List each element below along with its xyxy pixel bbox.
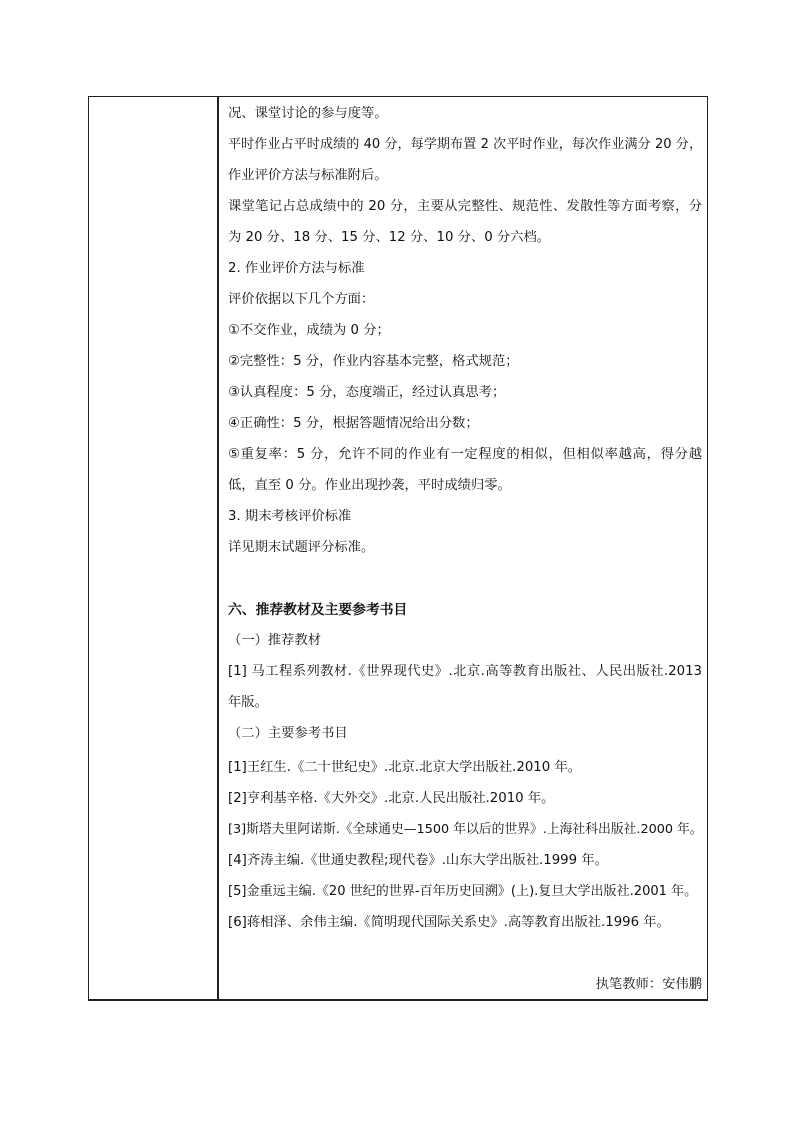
reference-item: [5]金重远主编.《20 世纪的世界-百年历史回溯》(上).复旦大学出版社.2001 年。	[228, 884, 698, 899]
subheading-final-exam: 3. 期末考核评价标准	[228, 509, 352, 524]
text-line: 课堂笔记占总成绩中的 20 分，主要从完整性、规范性、发散性等方面考察，分	[228, 199, 702, 214]
text-line: 况、课堂讨论的参与度等。	[228, 106, 388, 121]
reference-item: [2]亨利基辛格.《大外交》.北京.人民出版社.2010 年。	[228, 791, 555, 806]
text-line: 为 20 分、18 分、15 分、12 分、10 分、0 分六档。	[228, 230, 551, 245]
textbook-entry-cont: 年版。	[228, 695, 268, 710]
subsection-title: （一）推荐教材	[228, 633, 322, 648]
text-line: 评价依据以下几个方面：	[228, 292, 375, 307]
criteria-item: ①不交作业，成绩为 0 分；	[228, 323, 390, 338]
reference-item: [3]斯塔夫里阿诺斯.《全球通史—1500 年以后的世界》.上海社科出版社.2000 年。	[228, 822, 703, 837]
column-divider	[217, 96, 219, 1001]
signature: 执笔教师：安伟鹏	[595, 977, 702, 992]
criteria-item: ④正确性：5 分，根据答题情况给出分数；	[228, 416, 479, 431]
subheading-assignment-criteria: 2. 作业评价方法与标准	[228, 261, 365, 276]
table-bottom-border	[88, 999, 708, 1001]
text-line: 平时作业占平时成绩的 40 分，每学期布置 2 次平时作业，每次作业满分 20 分，	[228, 137, 702, 152]
subsection-title: （二）主要参考书目	[228, 726, 348, 741]
section-heading: 六、推荐教材及主要参考书目	[228, 602, 408, 618]
reference-item: [1]王红生.《二十世纪史》.北京.北京大学出版社.2010 年。	[228, 760, 582, 775]
criteria-item: ②完整性：5 分，作业内容基本完整，格式规范；	[228, 354, 519, 369]
criteria-item: ③认真程度：5 分，态度端正，经过认真思考；	[228, 385, 506, 400]
text-line: 详见期末试题评分标准。	[228, 540, 375, 555]
text-line: 低，直至 0 分。作业出现抄袭，平时成绩归零。	[228, 478, 511, 493]
criteria-item: ⑤重复率：5 分，允许不同的作业有一定程度的相似，但相似率越高，得分越	[228, 447, 702, 462]
reference-item: [4]齐涛主编.《世通史教程;现代卷》.山东大学出版社.1999 年。	[228, 853, 608, 868]
textbook-entry: [1] 马工程系列教材.《世界现代史》.北京.高等教育出版社、人民出版社.2013	[228, 664, 702, 679]
reference-item: [6]蒋相泽、余伟主编.《简明现代国际关系史》.高等教育出版社.1996 年。	[228, 915, 670, 930]
text-line: 作业评价方法与标准附后。	[228, 168, 388, 183]
